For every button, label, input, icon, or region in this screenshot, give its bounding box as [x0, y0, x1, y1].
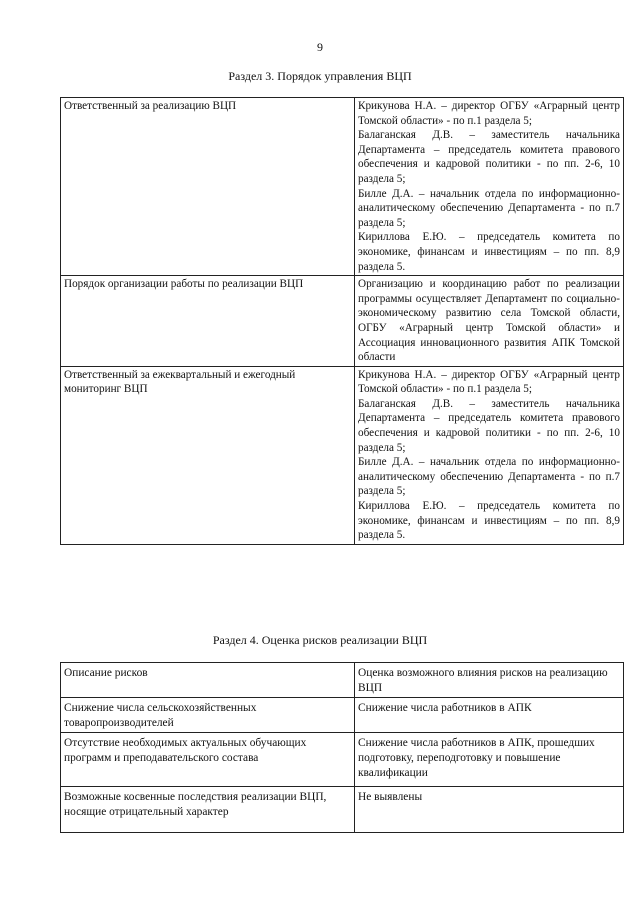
column-header: Описание рисков	[61, 663, 355, 698]
paragraph: Билле Д.А. – начальник отдела по информационно-аналитическому обеспечению Департамента - по п.7 раздела 5;	[358, 456, 620, 498]
row-label: Порядок организации работы по реализации ВЦП	[61, 276, 355, 367]
section-4-heading: Раздел 4. Оценка рисков реализации ВЦП	[212, 633, 428, 647]
column-header: Оценка возможного влияния рисков на реализацию ВЦП	[355, 663, 624, 698]
row-content	[355, 276, 624, 367]
row-label: Ответственный за ежеквартальный и ежегодный мониторинг ВЦП	[61, 366, 355, 544]
risk-cell: Снижение числа сельскохозяйственных товаропроизводителей	[61, 698, 355, 733]
table-row	[61, 366, 624, 544]
section-3-heading: Раздел 3. Порядок управления ВЦП	[228, 69, 412, 83]
table-row	[61, 276, 624, 367]
table-row	[61, 698, 624, 733]
impact-cell: Не выявлены	[355, 787, 624, 833]
table-row	[61, 733, 624, 787]
paragraph: Кириллова Е.Ю. – председатель комитета по экономике, финансам и инвестициям – по пп. 8,9 раздела 5.	[358, 500, 620, 542]
risk-cell: Возможные косвенные последствия реализации ВЦП, носящие отрицательный характер	[61, 787, 355, 833]
paragraph: Организацию и координацию работ по реализации программы осуществляет Департамент по социально-экономическому развитию села Томской области, ОГБУ «Аграрный центр Томской области» и Ассоциация инновационного развития АПК Томской области	[358, 278, 620, 364]
impact-cell: Снижение числа работников в АПК	[355, 698, 624, 733]
row-content	[355, 366, 624, 544]
management-table	[60, 97, 624, 545]
paragraph: Билле Д.А. – начальник отдела по информационно-аналитическому обеспечению Департамента - по п.7 раздела 5;	[358, 187, 620, 229]
row-content	[355, 98, 624, 276]
risk-cell: Отсутствие необходимых актуальных обучающих программ и преподавательского состава	[61, 733, 355, 787]
paragraph: Балаганская Д.В. – заместитель начальника Департамента – председатель комитета правового обеспечения и кадровой политики - по пп. 2-6, 10 раздела 5;	[358, 397, 620, 454]
risk-table	[60, 662, 624, 833]
impact-cell: Снижение числа работников в АПК, прошедших подготовку, переподготовку и повышение квалификации	[355, 733, 624, 787]
table-row	[61, 787, 624, 833]
row-label: Ответственный за реализацию ВЦП	[61, 98, 355, 276]
paragraph: Балаганская Д.В. – заместитель начальника Департамента – председатель комитета правового обеспечения и кадровой политики - по пп. 2-6, 10 раздела 5;	[358, 129, 620, 185]
paragraph: Кириллова Е.Ю. – председатель комитета по экономике, финансам и инвестициям – по пп. 8,9 раздела 5.	[358, 231, 620, 273]
table-row	[61, 98, 624, 276]
table-header-row	[61, 663, 624, 698]
page-number: 9	[317, 40, 323, 54]
paragraph: Крикунова Н.А. – директор ОГБУ «Аграрный центр Томской области» - по п.1 раздела 5;	[358, 100, 620, 127]
paragraph: Крикунова Н.А. – директор ОГБУ «Аграрный центр Томской области» - по п.1 раздела 5;	[358, 368, 620, 396]
